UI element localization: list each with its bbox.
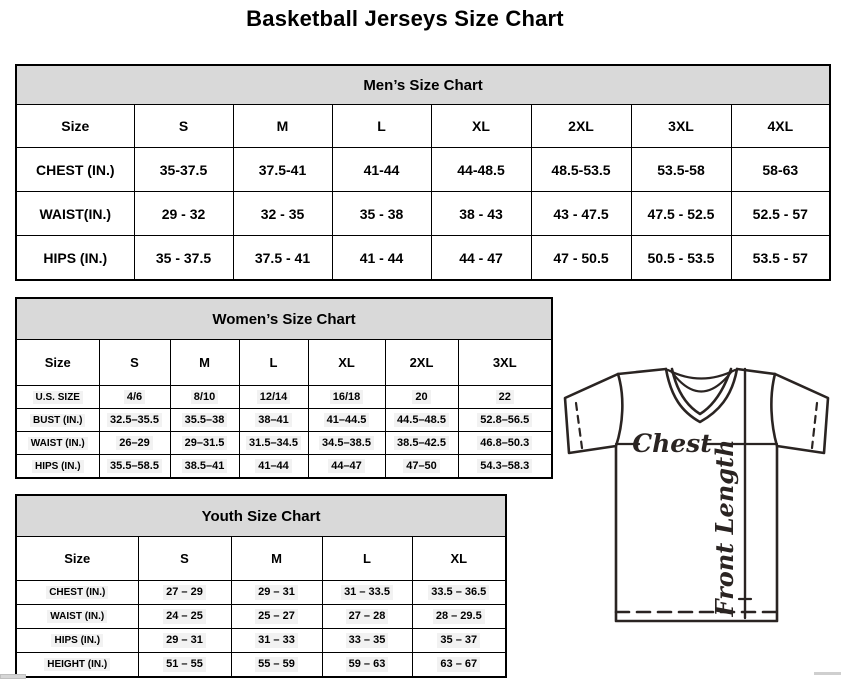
table-cell: 41–44.5 [324, 413, 370, 427]
column-header: S [134, 105, 233, 148]
table-cell: 44.5–48.5 [394, 413, 449, 427]
table-cell: 33 – 35 [346, 633, 389, 647]
column-header-row [16, 105, 830, 148]
mens-table-title: Men’s Size Chart [16, 65, 830, 105]
table-cell: 27 – 29 [163, 585, 206, 599]
table-cell: 35 – 37 [437, 633, 480, 647]
table-cell: 47–50 [403, 459, 440, 473]
table-cell: 37.5 - 41 [233, 236, 332, 281]
table-row [16, 409, 552, 432]
table-cell: 55 – 59 [255, 657, 298, 671]
right-cuff-dashed-line [812, 403, 817, 448]
row-label: BUST (IN.) [30, 414, 85, 427]
left-cuff-dashed-line [576, 403, 582, 448]
table-cell: 52.8–56.5 [477, 413, 532, 427]
table-cell: 29 – 31 [163, 633, 206, 647]
table-row [16, 605, 506, 629]
chest-label: Chest [632, 429, 712, 458]
table-row [16, 581, 506, 605]
table-cell: 38.5–41 [182, 459, 228, 473]
table-row [16, 236, 830, 281]
row-label: WAIST(IN.) [16, 192, 134, 236]
table-cell: 48.5-53.5 [531, 148, 631, 192]
table-cell: 33.5 – 36.5 [428, 585, 489, 599]
table-cell: 35.5–38 [182, 413, 228, 427]
table-cell: 44 - 47 [431, 236, 531, 281]
column-header: XL [308, 340, 385, 386]
column-header: M [233, 105, 332, 148]
table-row [16, 148, 830, 192]
table-cell: 38–41 [255, 413, 292, 427]
column-header: L [239, 340, 308, 386]
table-cell: 41 - 44 [332, 236, 431, 281]
table-cell: 29–31.5 [182, 436, 228, 450]
column-header: Size [16, 105, 134, 148]
table-cell: 28 – 29.5 [433, 609, 485, 623]
table-cell: 8/10 [191, 390, 218, 404]
table-title-row [16, 298, 552, 340]
column-header: 3XL [631, 105, 731, 148]
table-cell: 12/14 [257, 390, 291, 404]
column-header: S [99, 340, 170, 386]
youth-table-title: Youth Size Chart [16, 495, 506, 537]
table-cell: 31 – 33.5 [341, 585, 393, 599]
table-row [16, 192, 830, 236]
column-header: 2XL [531, 105, 631, 148]
table-cell: 35 - 37.5 [134, 236, 233, 281]
table-cell: 50.5 - 53.5 [631, 236, 731, 281]
table-row [16, 653, 506, 678]
mens-size-table [15, 64, 831, 281]
column-header: 2XL [385, 340, 458, 386]
column-header: L [322, 537, 412, 581]
front-length-label: Front Length [710, 439, 739, 617]
table-cell: 29 – 31 [255, 585, 298, 599]
table-cell: 41–44 [255, 459, 292, 473]
table-cell: 59 – 63 [346, 657, 389, 671]
table-cell: 32.5–35.5 [107, 413, 162, 427]
womens-size-table [15, 297, 553, 479]
table-cell: 34.5–38.5 [319, 436, 374, 450]
column-header: M [170, 340, 239, 386]
row-label: WAIST (IN.) [28, 437, 88, 450]
table-cell: 47 - 50.5 [531, 236, 631, 281]
youth-size-table [15, 494, 507, 678]
column-header: 4XL [731, 105, 830, 148]
table-cell: 63 – 67 [437, 657, 480, 671]
table-cell: 20 [412, 390, 430, 404]
table-cell: 24 – 25 [163, 609, 206, 623]
table-cell: 44-48.5 [431, 148, 531, 192]
table-row [16, 455, 552, 479]
table-cell: 35.5–58.5 [107, 459, 162, 473]
table-title-row [16, 495, 506, 537]
scrollbar-fragment-right [814, 672, 841, 675]
table-cell: 25 – 27 [255, 609, 298, 623]
column-header: XL [431, 105, 531, 148]
table-cell: 51 – 55 [163, 657, 206, 671]
table-cell: 31 – 33 [255, 633, 298, 647]
column-header: S [138, 537, 231, 581]
table-cell: 4/6 [124, 390, 145, 404]
row-label: CHEST (IN.) [16, 148, 134, 192]
row-label: HIPS (IN.) [51, 634, 103, 647]
table-cell: 53.5 - 57 [731, 236, 830, 281]
column-header: M [231, 537, 322, 581]
table-cell: 46.8–50.3 [477, 436, 532, 450]
table-row [16, 386, 552, 409]
table-cell: 38 - 43 [431, 192, 531, 236]
table-row [16, 432, 552, 455]
table-cell: 58-63 [731, 148, 830, 192]
table-cell: 44–47 [328, 459, 365, 473]
column-header: 3XL [458, 340, 552, 386]
table-cell: 41-44 [332, 148, 431, 192]
jersey-right-seam [771, 374, 777, 446]
table-cell: 54.3–58.3 [477, 459, 532, 473]
jersey-left-seam [616, 374, 622, 446]
table-cell: 32 - 35 [233, 192, 332, 236]
row-label: U.S. SIZE [33, 391, 83, 404]
column-header-row [16, 340, 552, 386]
table-cell: 29 - 32 [134, 192, 233, 236]
row-label: HIPS (IN.) [32, 460, 84, 473]
table-cell: 35-37.5 [134, 148, 233, 192]
jersey-diagram [555, 355, 843, 635]
row-label: WAIST (IN.) [47, 610, 107, 623]
table-cell: 26–29 [116, 436, 153, 450]
column-header: L [332, 105, 431, 148]
table-cell: 37.5-41 [233, 148, 332, 192]
table-cell: 27 – 28 [346, 609, 389, 623]
column-header: Size [16, 340, 99, 386]
table-cell: 31.5–34.5 [246, 436, 301, 450]
table-cell: 53.5-58 [631, 148, 731, 192]
row-label: HEIGHT (IN.) [44, 658, 110, 671]
row-label: HIPS (IN.) [16, 236, 134, 281]
table-title-row [16, 65, 830, 105]
table-cell: 52.5 - 57 [731, 192, 830, 236]
row-label: CHEST (IN.) [46, 586, 108, 599]
column-header: XL [412, 537, 506, 581]
scrollbar-fragment-left [0, 674, 26, 679]
table-row [16, 629, 506, 653]
womens-table-title: Women’s Size Chart [16, 298, 552, 340]
jersey-outline [565, 369, 828, 621]
column-header: Size [16, 537, 138, 581]
column-header-row [16, 537, 506, 581]
table-cell: 43 - 47.5 [531, 192, 631, 236]
table-cell: 22 [496, 390, 514, 404]
collar-back-arc-1 [668, 370, 735, 379]
table-cell: 35 - 38 [332, 192, 431, 236]
page-title: Basketball Jerseys Size Chart [246, 6, 564, 31]
table-cell: 38.5–42.5 [394, 436, 449, 450]
table-cell: 16/18 [330, 390, 364, 404]
table-cell: 47.5 - 52.5 [631, 192, 731, 236]
